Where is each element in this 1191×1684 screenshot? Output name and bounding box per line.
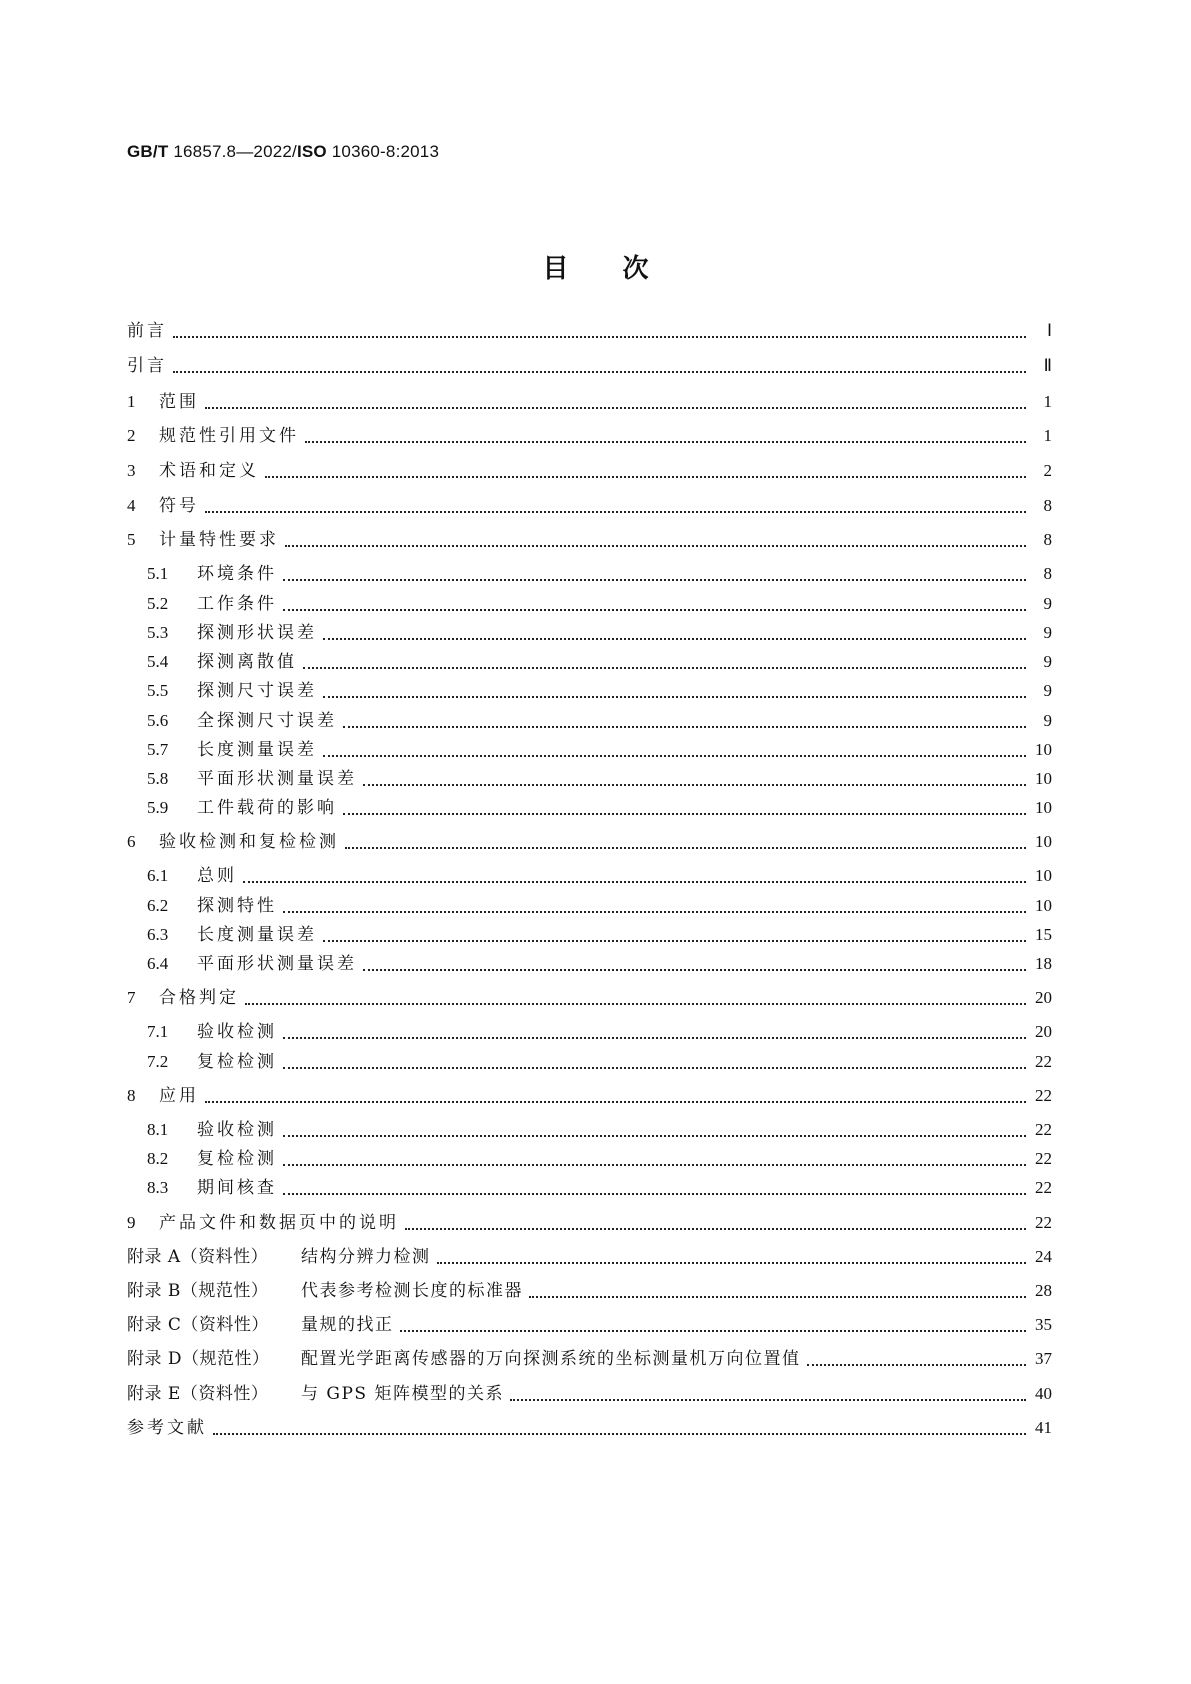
toc-entry-page: 22	[1035, 1120, 1052, 1139]
toc-dot-leader	[437, 1261, 1027, 1264]
toc-entry-page: 9	[1043, 711, 1052, 730]
toc-entry-number: 6	[127, 832, 136, 851]
toc-entry-label: 配置光学距离传感器的万向探测系统的坐标测量机万向位置值	[301, 1349, 801, 1369]
iso-number: 10360-8:2013	[331, 142, 440, 161]
toc-entry-page: 8	[1043, 496, 1052, 515]
toc-entry-number: 5.3	[147, 623, 169, 642]
toc-entry[interactable]	[147, 760, 1052, 790]
toc-dot-leader	[173, 335, 1026, 338]
toc-entry-label: 计量特性要求	[159, 530, 279, 550]
toc-entry-number: 附录 C（资料性）	[127, 1315, 269, 1335]
toc-entry-label: 工件载荷的影响	[197, 798, 337, 818]
toc-entry-number: 2	[127, 426, 136, 445]
toc-dot-leader	[283, 608, 1026, 611]
toc-entry-number: 5	[127, 530, 136, 549]
toc-dot-leader	[173, 370, 1026, 373]
toc-entry-label: 引言	[127, 356, 167, 376]
toc-dot-leader	[405, 1227, 1026, 1230]
toc-entry-page: 22	[1035, 1178, 1052, 1197]
toc-entry-label: 复检检测	[197, 1052, 277, 1072]
toc-entry-page: 2	[1043, 461, 1052, 480]
toc-dot-leader	[345, 846, 1026, 849]
toc-dot-leader	[343, 812, 1026, 815]
toc-entry-number: 6.3	[147, 925, 169, 944]
toc-entry-number: 5.4	[147, 652, 169, 671]
toc-entry-page: 20	[1035, 1022, 1052, 1041]
toc-entry[interactable]	[147, 585, 1052, 615]
page-title: 目次	[542, 254, 703, 284]
toc-entry[interactable]	[127, 487, 1052, 517]
toc-entry[interactable]	[127, 1272, 1052, 1302]
toc-dot-leader	[283, 1066, 1026, 1069]
toc-entry-label: 产品文件和数据页中的说明	[159, 1213, 399, 1233]
toc-entry-number: 5.7	[147, 740, 169, 759]
toc-entry[interactable]	[127, 347, 1052, 377]
toc-dot-leader	[323, 754, 1026, 757]
toc-entry[interactable]	[147, 672, 1052, 702]
toc-entry-page: 37	[1035, 1349, 1052, 1368]
toc-dot-leader	[213, 1432, 1026, 1435]
toc-entry-number: 5.1	[147, 564, 169, 583]
iso-prefix: ISO	[296, 142, 327, 161]
toc-dot-leader	[303, 666, 1026, 669]
toc-entry-page: 1	[1043, 426, 1052, 445]
toc-entry-label: 长度测量误差	[197, 740, 317, 760]
toc-dot-leader	[283, 1163, 1026, 1166]
toc-dot-leader	[205, 1100, 1026, 1103]
toc-entry[interactable]	[127, 1306, 1052, 1336]
toc-entry-number: 附录 B（规范性）	[127, 1281, 269, 1301]
toc-entry-label: 探测特性	[197, 896, 277, 916]
toc-dot-leader	[283, 578, 1026, 581]
toc-entry-page: 10	[1035, 896, 1052, 915]
toc-entry[interactable]	[127, 1409, 1052, 1439]
toc-entry[interactable]	[147, 731, 1052, 761]
toc-dot-leader	[283, 1192, 1026, 1195]
toc-entry[interactable]	[147, 1043, 1052, 1073]
toc-entry-label: 与 GPS 矩阵模型的关系	[301, 1384, 504, 1404]
toc-entry-label: 探测形状误差	[197, 623, 317, 643]
toc-entry[interactable]	[147, 555, 1052, 585]
toc-entry-number: 附录 D（规范性）	[127, 1349, 270, 1369]
toc-entry[interactable]	[147, 945, 1052, 975]
toc-dot-leader	[363, 783, 1026, 786]
toc-entry-number: 8.3	[147, 1178, 169, 1197]
toc-entry-page: 40	[1035, 1384, 1052, 1403]
toc-entry-page: 10	[1035, 769, 1052, 788]
toc-entry-page: 15	[1035, 925, 1052, 944]
toc-entry-number: 7	[127, 988, 136, 1007]
toc-entry[interactable]	[127, 1077, 1052, 1107]
toc-entry-label: 全探测尺寸误差	[197, 711, 337, 731]
toc-entry-label: 长度测量误差	[197, 925, 317, 945]
toc-entry-page: 22	[1035, 1086, 1052, 1105]
toc-entry-page: 10	[1035, 866, 1052, 885]
toc-dot-leader	[343, 725, 1026, 728]
toc-entry-number: 6.2	[147, 896, 169, 915]
toc-entry-page: 9	[1043, 623, 1052, 642]
toc-entry[interactable]	[127, 417, 1052, 447]
toc-entry-page: Ⅱ	[1043, 356, 1052, 375]
toc-entry-number: 8.2	[147, 1149, 169, 1168]
toc-dot-leader	[510, 1398, 1026, 1401]
toc-entry-page: 28	[1035, 1281, 1052, 1300]
toc-entry-page: 9	[1043, 681, 1052, 700]
toc-entry-number: 5.6	[147, 711, 169, 730]
standard-code	[127, 142, 439, 162]
toc-entry[interactable]	[127, 1340, 1052, 1370]
toc-entry[interactable]	[147, 1111, 1052, 1141]
toc-dot-leader	[363, 968, 1026, 971]
toc-entry-page: 10	[1035, 798, 1052, 817]
toc-entry-label: 符号	[159, 496, 199, 516]
toc-dot-leader	[323, 637, 1026, 640]
toc-entry[interactable]	[127, 383, 1052, 413]
toc-dot-leader	[283, 1134, 1026, 1137]
toc-dot-leader	[265, 475, 1026, 478]
toc-entry-label: 探测尺寸误差	[197, 681, 317, 701]
toc-entry-number: 7.1	[147, 1022, 169, 1041]
toc-entry-label: 平面形状测量误差	[197, 769, 357, 789]
toc-entry-page: 10	[1035, 740, 1052, 759]
toc-entry-label: 平面形状测量误差	[197, 954, 357, 974]
toc-entry-number: 附录 A（资料性）	[127, 1247, 269, 1267]
toc-dot-leader	[205, 406, 1026, 409]
toc-entry-page: 41	[1035, 1418, 1052, 1437]
toc-entry[interactable]	[147, 789, 1052, 819]
toc-entry-label: 范围	[159, 392, 199, 412]
toc-dot-leader	[529, 1295, 1026, 1298]
toc-entry[interactable]	[147, 1013, 1052, 1043]
toc-entry-label: 验收检测	[197, 1120, 277, 1140]
toc-entry-page: 8	[1043, 564, 1052, 583]
toc-entry[interactable]	[127, 979, 1052, 1009]
toc-entry[interactable]	[127, 1204, 1052, 1234]
toc-entry-label: 代表参考检测长度的标准器	[301, 1281, 523, 1301]
toc-entry-label: 复检检测	[197, 1149, 277, 1169]
toc-entry-number: 6.4	[147, 954, 169, 973]
toc-entry-number: 5.2	[147, 594, 169, 613]
std-prefix: GB/T	[127, 142, 169, 161]
toc-entry-number: 7.2	[147, 1052, 169, 1071]
toc-entry-number: 5.8	[147, 769, 169, 788]
toc-dot-leader	[807, 1363, 1027, 1366]
toc-entry-label: 探测离散值	[197, 652, 297, 672]
toc-entry-label: 应用	[159, 1086, 199, 1106]
toc-entry-number: 5.5	[147, 681, 169, 700]
toc-entry-label: 前言	[127, 321, 167, 341]
toc-entry-page: 9	[1043, 652, 1052, 671]
toc-entry[interactable]	[127, 823, 1052, 853]
toc-dot-leader	[400, 1329, 1027, 1332]
toc-entry-page: 18	[1035, 954, 1052, 973]
toc-entry[interactable]	[147, 702, 1052, 732]
toc-entry-label: 参考文献	[127, 1418, 207, 1438]
toc-entry[interactable]	[147, 887, 1052, 917]
toc-entry-label: 环境条件	[197, 564, 277, 584]
toc-entry-label: 期间核查	[197, 1178, 277, 1198]
toc-entry[interactable]	[147, 614, 1052, 644]
toc-entry-label: 总则	[197, 866, 237, 886]
toc-dot-leader	[245, 1002, 1026, 1005]
toc-entry-page: 8	[1043, 530, 1052, 549]
toc-entry[interactable]	[147, 643, 1052, 673]
toc-entry-page: Ⅰ	[1046, 321, 1052, 340]
toc-entry-label: 结构分辨力检测	[301, 1247, 431, 1267]
toc-entry-label: 规范性引用文件	[159, 426, 299, 446]
toc-dot-leader	[283, 910, 1026, 913]
toc-entry-number: 3	[127, 461, 136, 480]
toc-entry[interactable]	[147, 916, 1052, 946]
toc-entry-label: 验收检测和复检检测	[159, 832, 339, 852]
toc-entry[interactable]	[147, 1169, 1052, 1199]
toc-entry-page: 20	[1035, 988, 1052, 1007]
toc-dot-leader	[243, 880, 1026, 883]
toc-entry-number: 5.9	[147, 798, 169, 817]
toc-entry[interactable]	[127, 1375, 1052, 1405]
toc-entry-page: 22	[1035, 1149, 1052, 1168]
toc-entry-label: 工作条件	[197, 594, 277, 614]
toc-entry-page: 1	[1043, 392, 1052, 411]
toc-entry-page: 22	[1035, 1052, 1052, 1071]
toc-entry[interactable]	[127, 452, 1052, 482]
toc-entry[interactable]	[147, 857, 1052, 887]
toc-entry[interactable]	[127, 1238, 1052, 1268]
toc-entry-number: 1	[127, 392, 136, 411]
toc-dot-leader	[285, 544, 1026, 547]
toc-entry-label: 术语和定义	[159, 461, 259, 481]
toc-entry-label: 验收检测	[197, 1022, 277, 1042]
toc-entry[interactable]	[127, 521, 1052, 551]
toc-entry-page: 22	[1035, 1213, 1052, 1232]
toc-dot-leader	[205, 510, 1026, 513]
toc-entry-number: 4	[127, 496, 136, 515]
toc-entry-number: 8	[127, 1086, 136, 1105]
toc-entry-number: 8.1	[147, 1120, 169, 1139]
toc-entry-page: 10	[1035, 832, 1052, 851]
toc-entry-page: 24	[1035, 1247, 1052, 1266]
toc-dot-leader	[323, 939, 1026, 942]
toc-dot-leader	[283, 1036, 1026, 1039]
toc-entry-label: 合格判定	[159, 988, 239, 1008]
toc-entry-page: 9	[1043, 594, 1052, 613]
toc-entry-label: 量规的找正	[301, 1315, 394, 1335]
toc-entry-number: 6.1	[147, 866, 169, 885]
toc-entry-number: 附录 E（资料性）	[127, 1384, 269, 1404]
toc-dot-leader	[305, 440, 1026, 443]
toc-entry-page: 35	[1035, 1315, 1052, 1334]
toc-entry[interactable]	[147, 1140, 1052, 1170]
toc-entry[interactable]	[127, 312, 1052, 342]
std-number: 16857.8—2022/	[173, 142, 297, 161]
toc-dot-leader	[323, 695, 1026, 698]
toc-entry-number: 9	[127, 1213, 136, 1232]
